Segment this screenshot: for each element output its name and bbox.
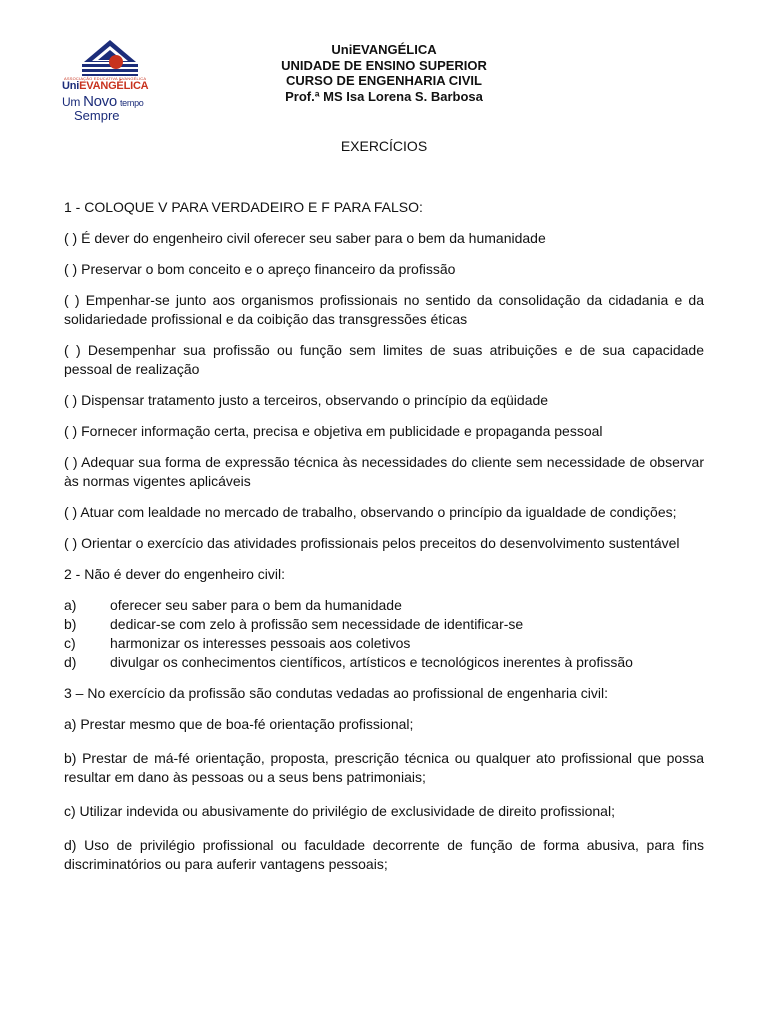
page-title: EXERCÍCIOS xyxy=(340,138,428,154)
q2-option: c) harmonizar os interesses pessoais aos coletivos xyxy=(64,635,411,651)
q3-heading: 3 – No exercício da profissão são condutas vedadas ao profissional de engenharia civil: xyxy=(64,685,608,701)
q3-item: b) Prestar de má-fé orientação, proposta, prescrição técnica ou qualquer ato profissional que possa resultar em dano às pessoas ou a seus bens patrimoniais; xyxy=(64,750,704,785)
q2-option: b) dedicar-se com zelo à profissão sem necessidade de identificar-se xyxy=(64,616,524,632)
q1-item: ( ) É dever do engenheiro civil oferecer seu saber para o bem da humanidade xyxy=(64,230,546,246)
logo-brand-text: UniEVANGÉLICA xyxy=(62,80,149,92)
q1-item: ( ) Fornecer informação certa, precisa e objetiva em publicidade e propaganda pessoal xyxy=(64,423,603,439)
q1-item: ( ) Adequar sua forma de expressão técnica às necessidades do cliente sem necessidade de observar às normas vigentes aplicáveis xyxy=(64,454,704,489)
q1-item: ( ) Orientar o exercício das atividades profissionais pelos preceitos do desenvolvimento sustentável xyxy=(64,535,680,551)
q1-item: ( ) Dispensar tratamento justo a terceiros, observando o princípio da eqüidade xyxy=(64,392,549,408)
header-professor: Prof.ª MS Isa Lorena S. Barbosa xyxy=(285,88,483,104)
q2-option: a) oferecer seu saber para o bem da humanidade xyxy=(64,597,402,613)
q1-item: ( ) Atuar com lealdade no mercado de trabalho, observando o princípio da igualdade de condições; xyxy=(64,504,677,520)
logo-association-text: ASSOCIAÇÃO EDUCATIVA EVANGÉLICA xyxy=(64,76,147,81)
q2-options xyxy=(64,596,704,672)
q1-item: ( ) Preservar o bom conceito e o apreço financeiro da profissão xyxy=(64,261,456,277)
header-course: CURSO DE ENGENHARIA CIVIL xyxy=(286,73,482,88)
q3-item: a) Prestar mesmo que de boa-fé orientação profissional; xyxy=(64,716,414,732)
q1-item: ( ) Empenhar-se junto aos organismos profissionais no sentido da consolidação da cidadania e da solidariedade profissional e da coibição das transgressões éticas xyxy=(64,292,704,327)
q1-heading: 1 - COLOQUE V PARA VERDADEIRO E F PARA FALSO: xyxy=(64,199,423,215)
exercise-content xyxy=(64,198,704,874)
q2-heading: 2 - Não é dever do engenheiro civil: xyxy=(64,566,286,582)
header-institution: UniEVANGÉLICA xyxy=(331,42,437,57)
logo-slogan-line2: Sempre xyxy=(74,108,120,123)
header-unit: UNIDADE DE ENSINO SUPERIOR xyxy=(281,57,487,73)
q1-item: ( ) Desempenhar sua profissão ou função sem limites de suas atribuições e de sua capacidade pessoal de realização xyxy=(64,342,704,377)
q3-item: c) Utilizar indevida ou abusivamente do privilégio de exclusividade de direito profissional; xyxy=(64,803,615,819)
q2-option: d) divulgar os conhecimentos científicos, artísticos e tecnológicos inerentes à profissão xyxy=(64,654,633,670)
document-header xyxy=(0,42,768,104)
logo-slogan-line1: Um Novo tempo xyxy=(62,93,144,110)
q3-item: d) Uso de privilégio profissional ou faculdade decorrente de função de forma abusiva, para fins discriminatórios ou para auferir vantagens pessoais; xyxy=(64,837,704,872)
